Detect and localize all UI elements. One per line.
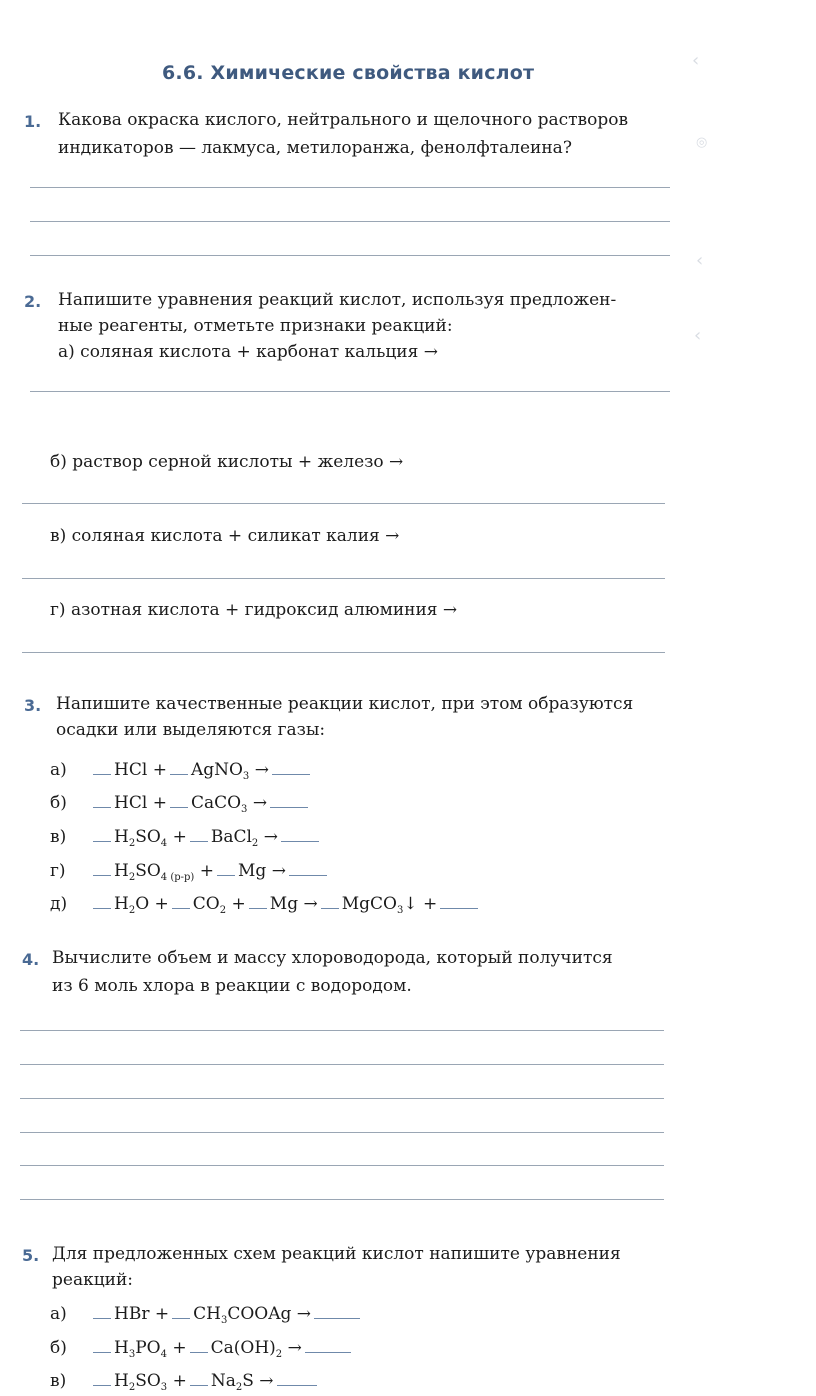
question-2-item-c: в) соляная кислота + силикат калия → [50, 526, 400, 546]
formula: CH [193, 1304, 221, 1324]
formula: HCl [114, 760, 148, 780]
product-blank[interactable] [440, 890, 478, 909]
formula: Ca(OH) [210, 1338, 276, 1358]
plus-sign: + [172, 1371, 187, 1391]
product-blank[interactable] [277, 1367, 317, 1386]
formula: HBr [114, 1304, 150, 1324]
margin-chevron-icon: ‹ [696, 250, 704, 271]
arrow-icon: → [296, 1304, 312, 1324]
coefficient-blank[interactable] [93, 1367, 111, 1386]
subscript: 2 [128, 1382, 136, 1393]
plus-sign: + [172, 827, 187, 847]
coefficient-blank[interactable] [321, 890, 339, 909]
formula: S [242, 1371, 254, 1391]
formula: Na [210, 1371, 236, 1391]
formula: Mg [269, 894, 299, 914]
coefficient-blank[interactable] [93, 756, 111, 775]
precipitate-arrow-icon: ↓ [403, 894, 418, 914]
subscript: 3 [396, 905, 404, 916]
coefficient-blank[interactable] [93, 823, 111, 842]
subscript: 4 [160, 838, 168, 849]
subscript: 2 [235, 1382, 243, 1393]
item-label: б) [50, 793, 67, 813]
formula: PO [135, 1338, 161, 1358]
subscript: 2 [275, 1349, 283, 1360]
answer-line[interactable] [20, 1030, 664, 1031]
question-5-line-1: Для предложенных схем реакций кислот напишите уравнения [52, 1244, 621, 1264]
answer-line[interactable] [20, 1132, 664, 1133]
question-4-line-1: Вычислите объем и массу хлороводорода, который получится [52, 948, 613, 968]
subscript: 2 [219, 905, 227, 916]
formula: MgCO [341, 894, 397, 914]
subscript: 3 [128, 1349, 136, 1360]
formula: CO [192, 894, 220, 914]
margin-chevron-icon: ‹ [694, 325, 702, 346]
product-blank[interactable] [305, 1334, 351, 1353]
plus-sign: + [154, 894, 169, 914]
margin-decoration [690, 0, 720, 400]
plus-sign: + [199, 861, 214, 881]
reaction-row-a [50, 756, 313, 782]
question-number-3: 3. [24, 696, 42, 715]
product-blank[interactable] [272, 756, 310, 775]
coefficient-blank[interactable] [217, 857, 235, 876]
plus-sign: + [423, 894, 438, 914]
margin-chevron-icon: ‹ [692, 50, 700, 71]
plus-sign: + [152, 793, 167, 813]
coefficient-blank[interactable] [190, 823, 208, 842]
formula: HCl [114, 793, 148, 813]
coefficient-blank[interactable] [93, 789, 111, 808]
question-number-5: 5. [22, 1246, 40, 1265]
coefficient-blank[interactable] [249, 890, 267, 909]
coefficient-blank[interactable] [170, 756, 188, 775]
coefficient-blank[interactable] [190, 1334, 208, 1353]
formula: SO [135, 861, 161, 881]
formula: H [114, 1338, 129, 1358]
item-label: б) [50, 1338, 67, 1358]
item-label: д) [50, 894, 68, 914]
product-blank[interactable] [289, 857, 327, 876]
margin-circle-icon: ◎ [696, 135, 708, 150]
plus-sign: + [231, 894, 246, 914]
formula: O [135, 894, 150, 914]
subscript: 3 [220, 1315, 228, 1326]
answer-line[interactable] [22, 578, 665, 579]
question-3-line-1: Напишите качественные реакции кислот, при этом образуются [56, 694, 634, 714]
arrow-icon: → [254, 760, 269, 780]
reaction-row-d [50, 857, 330, 883]
subscript: 2 [251, 838, 259, 849]
section-title: 6.6. Химические свойства кислот [162, 62, 535, 84]
subscript: 4 [160, 1349, 167, 1360]
arrow-icon: → [303, 894, 318, 914]
question-2-item-a: а) соляная кислота + карбонат кальция → [58, 342, 438, 362]
product-blank[interactable] [314, 1300, 360, 1319]
plus-sign: + [152, 760, 167, 780]
plus-sign: + [172, 1338, 187, 1358]
answer-line[interactable] [20, 1098, 664, 1099]
answer-line[interactable] [22, 652, 665, 653]
arrow-icon: → [252, 793, 268, 813]
answer-line[interactable] [30, 221, 670, 222]
formula: Mg [237, 861, 267, 881]
formula: CaCO [190, 793, 242, 813]
subscript: 3 [241, 804, 248, 815]
question-5-line-2: реакций: [52, 1270, 134, 1290]
coefficient-blank[interactable] [93, 1334, 111, 1353]
item-label: в) [50, 827, 67, 847]
scheme-row-a [50, 1300, 363, 1326]
question-number-2: 2. [24, 292, 42, 311]
answer-line[interactable] [20, 1199, 664, 1200]
subscript: 3 [160, 1382, 168, 1393]
subscript: 2 [128, 838, 136, 849]
coefficient-blank[interactable] [172, 890, 190, 909]
formula: SO [135, 1371, 161, 1391]
item-label: г) [50, 861, 66, 881]
answer-line[interactable] [20, 1064, 664, 1065]
answer-line[interactable] [30, 255, 670, 256]
coefficient-blank[interactable] [172, 1300, 190, 1319]
question-2-line-2: ные реагенты, отметьте признаки реакций: [58, 316, 453, 336]
formula: BaCl [210, 827, 252, 847]
product-blank[interactable] [270, 789, 308, 808]
question-1-line-2: индикаторов — лакмуса, метилоранжа, фенолфталеина? [58, 138, 572, 158]
formula: H [114, 827, 129, 847]
item-label: в) [50, 1371, 67, 1391]
arrow-icon: → [263, 827, 278, 847]
subscript: 2 [128, 872, 136, 883]
reaction-row-b [50, 789, 311, 815]
answer-line[interactable] [30, 187, 670, 188]
plus-sign: + [154, 1304, 170, 1324]
coefficient-blank[interactable] [170, 789, 188, 808]
formula: AgNO [190, 760, 243, 780]
item-label: а) [50, 1304, 67, 1324]
coefficient-blank[interactable] [93, 890, 111, 909]
question-1-line-1: Какова окраска кислого, нейтрального и щелочного растворов [58, 110, 629, 130]
formula: SO [135, 827, 161, 847]
scheme-row-b [50, 1334, 354, 1360]
formula: H [114, 894, 129, 914]
coefficient-blank[interactable] [190, 1367, 208, 1386]
subscript: 3 [242, 771, 250, 782]
answer-line[interactable] [22, 503, 665, 504]
arrow-icon: → [259, 1371, 274, 1391]
coefficient-blank[interactable] [93, 1300, 111, 1319]
question-number-4: 4. [22, 950, 40, 969]
question-3-line-2: осадки или выделяются газы: [56, 720, 326, 740]
answer-line[interactable] [20, 1165, 664, 1166]
question-4-line-2: из 6 моль хлора в реакции с водородом. [52, 976, 412, 996]
arrow-icon: → [271, 861, 286, 881]
coefficient-blank[interactable] [93, 857, 111, 876]
subscript: 4 (р-р) [160, 872, 195, 883]
reaction-row-e [50, 890, 481, 916]
item-label: а) [50, 760, 67, 780]
scheme-row-c [50, 1367, 320, 1393]
question-2-line-1: Напишите уравнения реакций кислот, используя предложен- [58, 290, 617, 310]
formula: H [114, 1371, 129, 1391]
question-number-1: 1. [24, 112, 42, 131]
subscript: 2 [128, 905, 136, 916]
formula: H [114, 861, 129, 881]
reaction-row-c [50, 823, 322, 849]
answer-line[interactable] [30, 391, 670, 392]
product-blank[interactable] [281, 823, 319, 842]
formula: COOAg [227, 1304, 292, 1324]
question-2-item-d: г) азотная кислота + гидроксид алюминия → [50, 600, 458, 620]
arrow-icon: → [287, 1338, 302, 1358]
question-2-item-b: б) раствор серной кислоты + железо → [50, 452, 404, 472]
